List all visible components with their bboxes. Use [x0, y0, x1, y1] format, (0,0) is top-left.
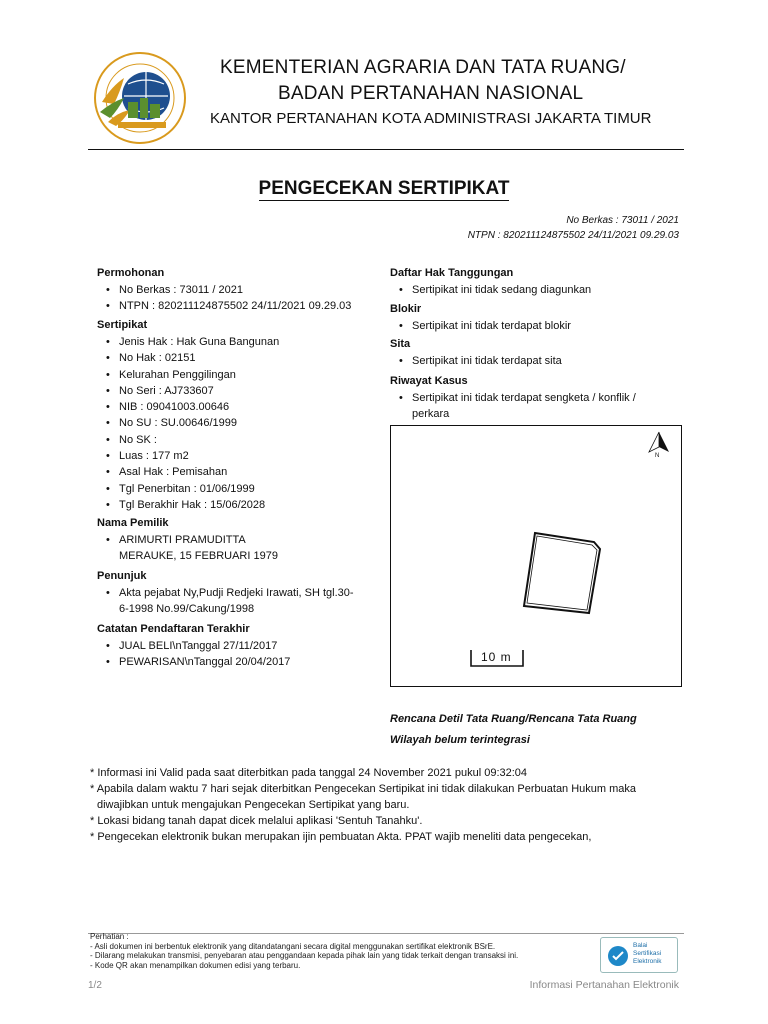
- list-item: • Sertipikat ini tidak sedang diagunkan: [399, 284, 592, 296]
- daftar-heading: Daftar Hak Tanggungan: [390, 267, 514, 279]
- list-item: • No Berkas : 73011 / 2021: [106, 284, 243, 296]
- list-item: • JUAL BELI\nTanggal 27/11/2017: [106, 640, 278, 652]
- bsre-text: Elektronik: [633, 958, 662, 965]
- list-item: • No Seri : AJ733607: [106, 385, 214, 397]
- list-item: • Tgl Penerbitan : 01/06/1999: [106, 483, 255, 495]
- rencana-line2: Wilayah belum terintegrasi: [390, 734, 530, 746]
- list-item: • Sertipikat ini tidak terdapat blokir: [399, 320, 571, 332]
- page-number: 1/2: [88, 980, 102, 991]
- bpn-logo: [88, 50, 192, 146]
- list-item: • Akta pejabat Ny,Pudji Redjeki Irawati, SH tgl.30-: [106, 587, 354, 599]
- document-title: PENGECEKAN SERTIPIKAT: [258, 178, 510, 199]
- meta-no-berkas: No Berkas : 73011 / 2021: [566, 215, 679, 226]
- owner-birth: MERAUKE, 15 FEBRUARI 1979: [119, 550, 278, 562]
- list-item: • Sertipikat ini tidak terdapat sita: [399, 355, 562, 367]
- perhatian-block: [90, 932, 518, 970]
- list-item: • NTPN : 820211124875502 24/11/2021 09.29.03: [106, 300, 352, 312]
- ministry-name-line1: KEMENTERIAN AGRARIA DAN TATA RUANG/: [220, 57, 626, 78]
- note-apabila-cont: diwajibkan untuk mengajukan Pengecekan Sertipikat yang baru.: [97, 799, 410, 811]
- sita-heading: Sita: [390, 338, 411, 350]
- list-item: • No SK :: [106, 434, 157, 446]
- penunjuk-heading: Penunjuk: [97, 570, 147, 582]
- note-lokasi: * Lokasi bidang tanah dapat dicek melalui aplikasi 'Sentuh Tanahku'.: [90, 815, 423, 827]
- owner-name: • ARIMURTI PRAMUDITTA: [106, 534, 246, 546]
- parcel-outline: [524, 533, 600, 613]
- note-ppat: * Pengecekan elektronik bukan merupakan ijin pembuatan Akta. PPAT wajib meneliti data pengecekan,: [90, 831, 592, 843]
- parcel-map: [390, 425, 682, 687]
- list-item-cont: perkara: [412, 408, 450, 420]
- list-item: • Asal Hak : Pemisahan: [106, 466, 228, 478]
- riwayat-heading: Riwayat Kasus: [390, 375, 468, 387]
- note-valid: * Informasi ini Valid pada saat diterbitkan pada tanggal 24 November 2021 pukul 09:32:04: [90, 767, 528, 779]
- list-item-cont: 6-1998 No.99/Cakung/1998: [119, 603, 255, 615]
- list-item: • Luas : 177 m2: [106, 450, 189, 462]
- header-divider: [88, 149, 684, 150]
- list-item: • No SU : SU.00646/1999: [106, 417, 238, 429]
- note-apabila: * Apabila dalam waktu 7 hari sejak diterbitkan Pengecekan Sertipikat ini tidak dilakukan Perbuatan Hukum maka: [90, 783, 637, 795]
- list-item: • NIB : 09041003.00646: [106, 401, 230, 413]
- catatan-heading: Catatan Pendaftaran Terakhir: [97, 623, 250, 635]
- list-item: • No Hak : 02151: [106, 352, 196, 364]
- office-name: KANTOR PERTANAHAN KOTA ADMINISTRASI JAKARTA TIMUR: [210, 110, 652, 127]
- ministry-name-line2: BADAN PERTANAHAN NASIONAL: [278, 83, 584, 104]
- scale-label: 10 m: [481, 650, 512, 664]
- list-item: • Kelurahan Penggilingan: [106, 369, 236, 381]
- perhatian-line: - Kode QR akan menampilkan dokumen edisi yang terbaru.: [90, 960, 301, 970]
- rencana-line1: Rencana Detil Tata Ruang/Rencana Tata Ruang: [390, 713, 637, 725]
- bsre-badge: [600, 937, 678, 973]
- footer-source: Informasi Pertanahan Elektronik: [529, 979, 679, 991]
- list-item: • Sertipikat ini tidak terdapat sengketa / konflik /: [399, 392, 636, 404]
- list-item: • Jenis Hak : Hak Guna Bangunan: [106, 336, 280, 348]
- north-label: N: [655, 453, 660, 459]
- list-item: • Tgl Berakhir Hak : 15/06/2028: [106, 499, 266, 511]
- north-arrow-icon: [649, 432, 669, 452]
- sertipikat-heading: Sertipikat: [97, 319, 148, 331]
- permohonan-heading: Permohonan: [97, 267, 165, 279]
- perhatian-title: Perhatian :: [90, 932, 129, 941]
- list-item: • PEWARISAN\nTanggal 20/04/2017: [106, 656, 291, 668]
- pemilik-heading: Nama Pemilik: [97, 517, 169, 529]
- perhatian-line: - Dilarang melakukan transmisi, penyebaran atau penggandaan kepada pihak lain yang tidak terkait dengan transaksi ini.: [90, 951, 519, 960]
- bsre-logo-icon: [606, 944, 630, 968]
- perhatian-line: - Asli dokumen ini berbentuk elektronik yang ditandatangani secara digital menggunakan sertifikat elektronik BSrE.: [90, 941, 496, 951]
- blokir-heading: Blokir: [390, 303, 422, 315]
- meta-ntpn: NTPN : 820211124875502 24/11/2021 09.29.03: [467, 230, 679, 241]
- bsre-text: Sertifikasi: [633, 950, 662, 957]
- bsre-text: Balai: [633, 942, 648, 949]
